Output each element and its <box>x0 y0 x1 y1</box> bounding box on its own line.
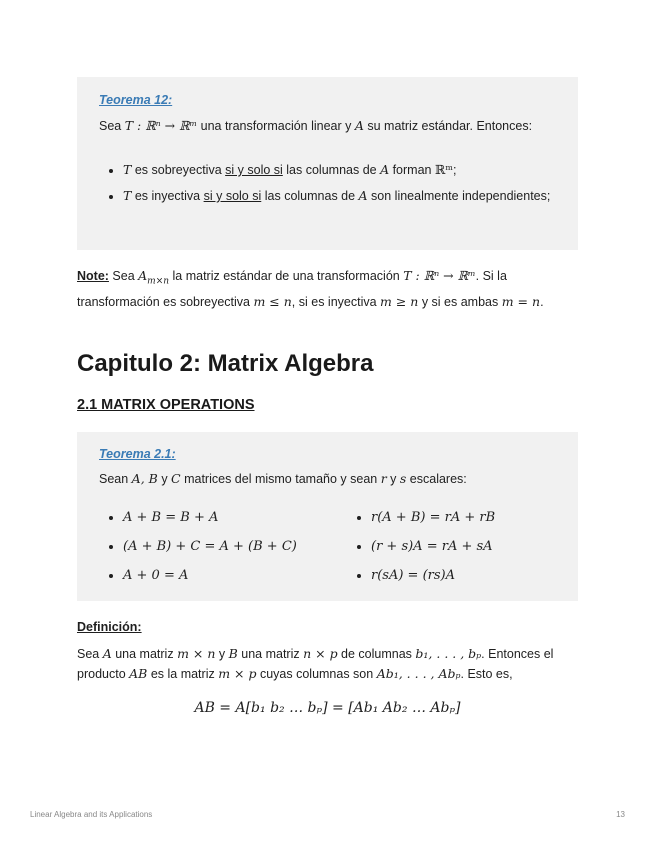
list-item: • (A + B) + C = A + (B + C) <box>123 532 339 561</box>
theorem-12-title: Teorema 12: <box>99 93 173 107</box>
list-item: • r(sA) = (rs)A <box>371 561 557 590</box>
list-item: • T es inyectiva si y solo si las columnas de A son linealmente independientes; <box>123 186 555 206</box>
properties-left <box>99 503 339 590</box>
list-item: • A + 0 = A <box>123 561 339 590</box>
list-item: • r(A + B) = rA + rB <box>371 503 557 532</box>
theorem-12-intro: Sea T : ℝⁿ → ℝᵐ una transformación linear y A su matriz estándar. Entonces: <box>99 118 533 133</box>
chapter-title: Capitulo 2: Matrix Algebra <box>77 350 374 377</box>
matrix-product-formula: AB = A[b₁ b₂ … bₚ] = [Ab₁ Ab₂ … Abₚ] <box>194 700 461 716</box>
footer-book-title: Linear Algebra and its Applications <box>30 810 153 819</box>
definition-label: Definición: <box>77 620 142 634</box>
theorem-12-bullets <box>99 160 555 212</box>
theorem-2-1-title: Teorema 2.1: <box>99 447 176 461</box>
theorem-2-1-box <box>77 432 578 601</box>
footer-page-number: 13 <box>616 810 625 819</box>
properties-right <box>347 503 557 590</box>
theorem-12-box <box>77 77 578 250</box>
section-title: 2.1 MATRIX OPERATIONS <box>77 397 255 413</box>
list-item: • (r + s)A = rA + sA <box>371 532 557 561</box>
list-item: • A + B = B + A <box>123 503 339 532</box>
list-item: • T es sobreyectiva si y solo si las columnas de A forman ℝᵐ; <box>123 160 555 180</box>
note-paragraph: Note: Sea $A_{m\times n}$ la matriz estándar de una transformación T : ℝⁿ → ℝᵐ. Si la transformación es sobreyectiva m ≤ n, si es inyectiva m ≥ n y si es ambas m = n. <box>77 268 544 309</box>
definition-text: Sea A una matriz m × n y B una matriz n × p de columnas b₁, . . . , bₚ. Entonces el producto AB es la matriz m × p cuyas columnas son Ab₁, . . . , Abₚ. Esto es, <box>77 646 554 681</box>
theorem-2-1-intro: Sean A, B y C matrices del mismo tamaño y sean r y s escalares: <box>99 471 467 486</box>
